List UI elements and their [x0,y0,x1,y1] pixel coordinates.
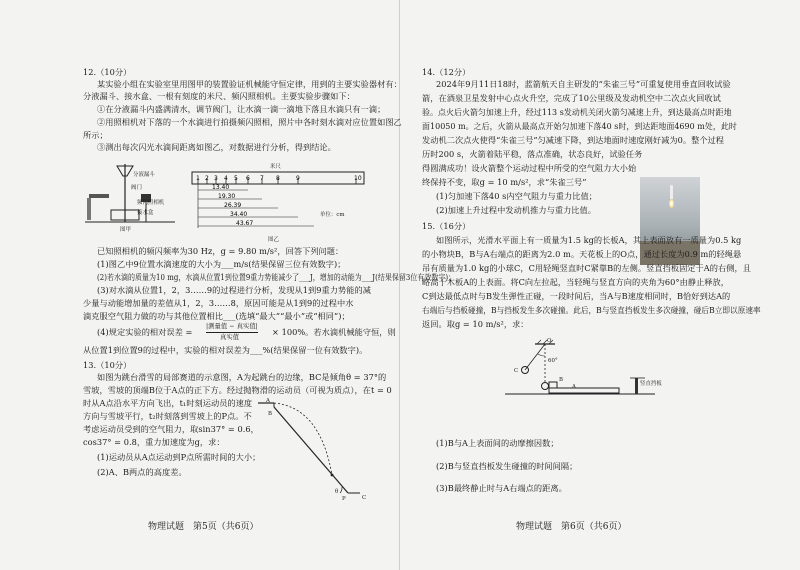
figure-13-slope [250,395,362,505]
figure-15 [495,338,705,408]
figure-yi [190,162,370,234]
q14-text: 2024年9月11日18时，蓝箭航天自主研发的“朱雀三号”可重复使用垂直回收试验 [436,79,731,89]
q14-heading: 14.（12分） [422,67,471,77]
q13-text: 雪坡，雪坡的顶端B位于A点的正下方。经过抛物滑的运动员（可视为质点），在t = 0 [83,385,392,395]
q12-part4-prefix: (4)规定实验的相对误差 = [97,327,193,337]
q14-text: 验。点火后火箭匀加速上升，经过113 s发动机关闭火箭匀减速上升，到达最高点时距地 [422,107,732,117]
ruler-mark-label: 8 [276,175,280,182]
ruler-mark-label: 9 [296,175,300,182]
q15-part2: (2)B与竖直挡板发生碰撞的时间间隔； [436,461,578,471]
q15-text: 返回。取g = 10 m/s²，求： [422,319,529,329]
ruler-mark-label: 5 [234,175,238,182]
ruler-mark-label: 1 [196,175,200,182]
q12-given: 已知照相机的频闪频率为30 Hz，g = 9.80 m/s²，回答下列问题： [97,246,344,256]
q13-text: 方向与雪坡平行，t₂时刻落到雪坡上的P点。不 [83,411,252,421]
q13-text: 考虑运动员受到的空气阻力，取sin37° = 0.6， [83,424,259,434]
q12-text: 某实验小组在实验室里用图甲的装置验证机械能守恒定律，用到的主要实验器材有： [97,79,402,89]
ruler-mark-label: 10 [354,175,362,182]
block-b: B [559,377,564,383]
q14-text: 面10050 m。之后，火箭从最高点开始匀加速下落40 s时，到达距地面4690 m处，此时 [422,121,737,131]
formula-numerator: |测量值 − 真实值| [206,322,258,333]
distance-label: 26.39 [224,202,242,209]
ruler-mark-label: 3 [214,175,218,182]
page-6-footer: 物理试题 第6页（共6页） [516,522,627,532]
distance-label: 43.67 [236,220,254,227]
q12-step: 所示； [83,130,108,140]
q15-text: C到达最低点时与B发生弹性正碰，一段时间后，当A与B速度相同时，B恰好到达A的 [422,291,731,301]
distance-label: 19.30 [218,193,236,200]
board-a: A [572,384,576,390]
q12-part4-suffix: × 100%。若水滴机械能守恒，则 [272,327,396,337]
q15-part1: (1)B与A上表面间的动摩擦因数； [436,438,559,448]
q12-part1: (1)图乙中9位置水滴速度的大小为___m/s(结果保留三位有效数字)； [97,259,346,269]
distance-label: 34.40 [230,211,248,218]
ruler-mark-label: 2 [205,175,209,182]
formula-denominator: 真实值 [220,334,240,341]
page-6 [400,0,800,570]
distance-label: 13.40 [212,184,230,191]
rocket-flame [669,199,674,208]
q13-text: 时从A点沿水平方向飞出，t₁时刻运动员的速度 [83,398,253,408]
camera-label: 频闪照相机 [137,200,165,206]
q14-text: 终保持不变，取g = 10 m/s²，求“朱雀三号” [422,177,587,187]
angle-60: 60° [548,358,558,364]
box-label: 接水盒 [137,210,154,216]
valve-label: 阀门 [131,185,142,191]
q14-part1: (1)匀加速下落40 s内空气阻力与重力比值； [436,191,597,201]
ruler-mark-label: 4 [224,175,228,182]
q13-text: cos37° = 0.8，重力加速度为g，求： [83,437,225,447]
q12-part2: (2)若水滴的质量为10 mg，水滴从位置1到位置9重力势能减少了___J，增加的动能为___J(结果保留3位有效数字)； [97,272,456,282]
q12-step: ③测出每次闪光水滴间距离如图乙，对数据进行分析，得到结论。 [97,142,336,152]
q12-step: ①在分液漏斗内盛满清水，调节阀门，让水滴一滴一滴地下落且水滴只有一滴； [97,104,386,114]
q12-part3: (3)对水滴从位置1，2，3……9的过程进行分析，发现从1到9重力势能的减 [97,285,371,295]
q12-heading: 12.（10分） [83,67,132,77]
q14-text: 发动机二次点火使得“朱雀三号”匀减速下降，到达地面时速度刚好减为0。整个过程 [422,135,725,145]
ball-c: C [514,368,519,374]
unit-label: 单位：cm [320,212,345,218]
ruler-label: 米尺 [270,164,281,170]
funnel-label: 分液漏斗 [133,172,155,178]
point-a: A [266,398,270,404]
q12-text: 分液漏斗、接水盒、一根有刻度的米尺、频闪照相机。主要实验步骤如下： [83,91,355,101]
q12-step: ②用照相机对下落的一个水滴进行拍摄频闪照相，照片中各时刻水滴对应位置如图乙 [97,117,402,127]
q12-part3: 滴克服空气阻力做的功与其他位置相比___(选填“最大”“最小”或“相同”)； [83,311,350,321]
figure-jia-caption: 图甲 [120,227,131,233]
point-p: P [342,496,346,502]
q15-text: 的小物块B，B与A右端点的距离为2.0 m。天花板上的O点，通过长度为0.9 m的轻绳悬 [422,249,742,259]
q15-part3: (3)B最终静止时与A右端点的距离。 [436,483,567,493]
q13-heading: 13.（10分） [83,360,132,370]
q15-text: 吊有质量为1.0 kg的小球C，C用轻绳竖直时C紧靠B的左侧。竖直挡板固定于A的右侧，且 [422,263,751,273]
q15-text: 略高于木板A的上表面。将C向左拉起，当轻绳与竖直方向的夹角为60°由静止释放， [422,277,730,287]
ruler-mark-label: 7 [260,175,264,182]
q14-text: 箭，在酒泉卫星发射中心点火升空，完成了10公里级及发动机空中二次点火回收试 [422,93,721,103]
q15-text: 如图所示，光滑水平面上有一质量为1.5 kg的长板A，其上表面放有一质量为0.5 kg [436,235,742,245]
q14-part2: (2)加速上升过程中发动机推力与重力比值。 [436,205,597,215]
q15-text: 右端后与挡板碰撞，B与挡板发生多次碰撞。此后，B与竖直挡板发生多次碰撞，碰后B立即以原速率 [422,305,761,315]
figure-yi-caption: 图乙 [268,237,279,243]
ruler-mark-label: 6 [246,175,250,182]
q15-heading: 15.（16分） [422,221,471,231]
angle-theta: θ [335,489,339,495]
q14-text: 得圆满成功！设火箭整个运动过程中所受的空气阻力大小始 [422,163,637,173]
point-o: O [547,338,552,344]
q12-part3: 少量与动能增加量的差值从1，2，3……8，原因可能是从1到9的过程中水 [83,298,354,308]
q13-part2: (2)A、B两点的高度差。 [97,467,187,477]
q13-text: 如图为跳台滑雪的局部赛道的示意图，A为起跳台的边缘，BC是倾角θ = 37°的 [97,372,387,382]
point-c: C [362,495,367,501]
wall-label: 竖直挡板 [640,381,662,387]
q13-part1: (1)运动员从A点运动到P点所需时间的大小； [97,452,261,462]
page-5-footer: 物理试题 第5页（共6页） [148,522,259,532]
rocket-image [670,185,673,199]
point-b: B [268,411,273,417]
q12-part4: 从位置1到位置9的过程中，实验的相对误差为___%(结果保留一位有效数字)。 [83,345,368,355]
q14-text: 历时200 s，火箭着陆平稳，落点准确，状态良好，试验任务 [422,149,643,159]
